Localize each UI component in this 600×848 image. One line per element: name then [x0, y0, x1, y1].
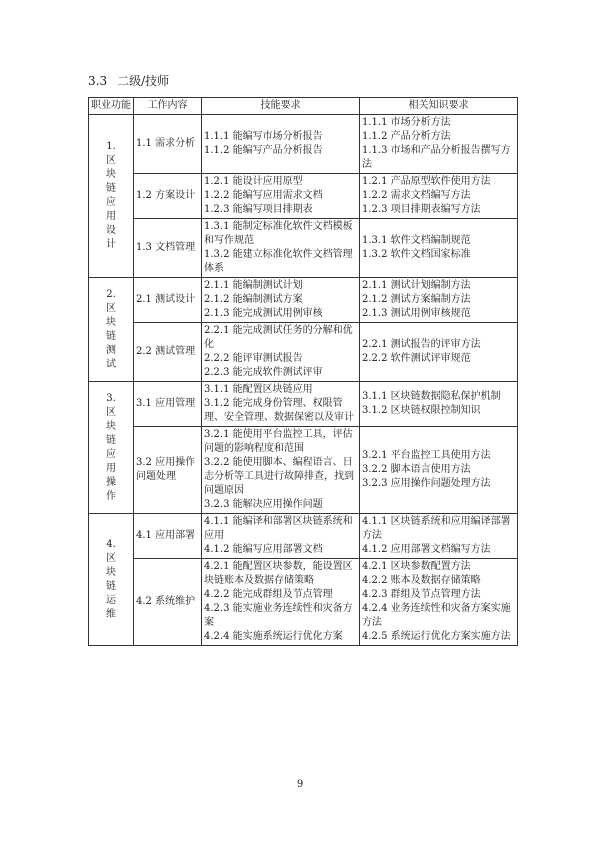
header-function: 职业功能 [89, 98, 134, 115]
function-label: 3.区块链应用操作 [106, 392, 116, 502]
knowledge-item: 2.2.2 软件测试评审规范 [362, 353, 471, 364]
table-row [89, 427, 518, 514]
table-row [89, 514, 518, 559]
knowledge-cell [360, 514, 518, 559]
function-cell [89, 514, 134, 646]
skill-cell [202, 115, 360, 174]
knowledge-item: 4.2.1 区块参数配置方法 [362, 561, 471, 572]
skill-item: 4.1.2 能编写应用部署文档 [204, 544, 323, 555]
table-row [89, 174, 518, 219]
work-content-cell: 4.2 系统维护 [134, 559, 202, 646]
work-content-cell: 4.1 应用部署 [134, 514, 202, 559]
table-row [89, 115, 518, 174]
skill-item: 3.1.2 能完成身份管理、权限管理、安全管理、数据保密以及审计 [204, 398, 354, 423]
skill-item: 4.2.1 能配置区块参数，能设置区块链账本及数据存储策略 [204, 561, 353, 586]
knowledge-item: 1.3.1 软件文档编制规范 [362, 235, 471, 246]
knowledge-item: 2.1.3 测试用例审核规范 [362, 308, 471, 319]
work-content-cell: 2.2 测试管理 [134, 323, 202, 382]
header-skill: 技能要求 [202, 98, 360, 115]
header-work: 工作内容 [134, 98, 202, 115]
table-body [89, 115, 518, 646]
knowledge-item: 3.2.1 平台监控工具使用方法 [362, 450, 491, 461]
skill-cell [202, 219, 360, 278]
knowledge-item: 4.1.2 应用部署文档编写方法 [362, 544, 491, 555]
function-cell [89, 382, 134, 514]
knowledge-item: 2.1.2 测试方案编制方法 [362, 294, 471, 305]
skill-item: 2.2.2 能评审测试报告 [204, 353, 303, 364]
skill-item: 1.3.2 能建立标准化软件文档管理体系 [204, 249, 353, 274]
skill-item: 2.1.1 能编制测试计划 [204, 280, 303, 291]
skill-item: 2.2.3 能完成软件测试评审 [204, 367, 323, 378]
skill-item: 3.2.2 能使用脚本、编程语言、日志分析等工具进行故障排查，找到问题原因 [204, 457, 354, 496]
skill-item: 2.2.1 能完成测试任务的分解和优化 [204, 325, 353, 350]
function-label: 2.区块链测试 [106, 288, 116, 370]
knowledge-item: 1.2.2 需求文档编写方法 [362, 190, 471, 201]
page-number: 9 [296, 779, 304, 790]
knowledge-cell [360, 382, 518, 427]
knowledge-cell [360, 174, 518, 219]
knowledge-item: 1.1.1 市场分析方法 [362, 117, 451, 128]
skill-item: 4.2.4 能实施系统运行优化方案 [204, 631, 343, 642]
skill-cell [202, 559, 360, 646]
skill-cell [202, 278, 360, 323]
function-cell [89, 115, 134, 278]
table-row [89, 219, 518, 278]
skill-cell [202, 174, 360, 219]
table-row [89, 323, 518, 382]
skill-item: 3.2.3 能解决应用操作问题 [204, 499, 323, 510]
knowledge-item: 1.2.1 产品原型软件使用方法 [362, 176, 491, 187]
knowledge-item: 1.3.2 软件文档国家标准 [362, 249, 471, 260]
function-label: 4.区块链运维 [106, 538, 116, 620]
knowledge-item: 3.2.2 脚本语言使用方法 [362, 464, 471, 475]
skill-item: 1.2.1 能设计应用原型 [204, 176, 303, 187]
knowledge-cell [360, 278, 518, 323]
skill-item: 4.2.2 能完成群组及节点管理 [204, 589, 333, 600]
work-content-cell: 3.2 应用操作问题处理 [134, 427, 202, 514]
section-number: 3.3 [88, 74, 108, 88]
skill-cell [202, 382, 360, 427]
knowledge-item: 3.2.3 应用操作问题处理方法 [362, 478, 491, 489]
skill-item: 4.2.3 能实施业务连续性和灾备方案 [204, 603, 353, 628]
knowledge-item: 2.1.1 测试计划编制方法 [362, 280, 471, 291]
section-title: 二级/技师 [117, 74, 170, 88]
skill-cell [202, 514, 360, 559]
work-content-cell: 1.1 需求分析 [134, 115, 202, 174]
knowledge-cell [360, 219, 518, 278]
knowledge-item: 1.1.3 市场和产品分析报告撰写方法 [362, 145, 511, 170]
knowledge-item: 4.1.1 区块链系统和应用编译部署方法 [362, 516, 511, 541]
knowledge-cell [360, 323, 518, 382]
table-header-row [89, 98, 518, 115]
knowledge-item: 3.1.1 区块链数据隐私保护机制 [362, 391, 501, 402]
work-content-cell: 2.1 测试设计 [134, 278, 202, 323]
header-knowledge: 相关知识要求 [360, 98, 518, 115]
knowledge-item: 3.1.2 区块链权限控制知识 [362, 405, 481, 416]
skill-item: 2.1.3 能完成测试用例审核 [204, 308, 323, 319]
knowledge-item: 4.2.5 系统运行优化方案实施方法 [362, 631, 511, 642]
knowledge-item: 4.2.4 业务连续性和灾备方案实施方法 [362, 603, 511, 628]
knowledge-cell [360, 559, 518, 646]
section-heading [88, 74, 169, 88]
function-label: 1.区块链应用设计 [106, 141, 116, 250]
table-row [89, 278, 518, 323]
work-content-cell: 1.3 文档管理 [134, 219, 202, 278]
skill-item: 1.1.1 能编写市场分析报告 [204, 131, 323, 142]
table-row [89, 559, 518, 646]
knowledge-cell [360, 115, 518, 174]
work-content-cell: 1.2 方案设计 [134, 174, 202, 219]
knowledge-item: 1.2.3 项目排期表编写方法 [362, 204, 481, 215]
skill-item: 3.2.1 能使用平台监控工具，评估问题的影响程度和范围 [204, 429, 353, 454]
skill-item: 1.1.2 能编写产品分析报告 [204, 145, 323, 156]
knowledge-item: 4.2.3 群组及节点管理方法 [362, 589, 481, 600]
skill-item: 2.1.2 能编制测试方案 [204, 294, 303, 305]
function-cell [89, 278, 134, 382]
table-row [89, 382, 518, 427]
skill-item: 4.1.1 能编译和部署区块链系统和应用 [204, 516, 353, 541]
work-content-cell: 3.1 应用管理 [134, 382, 202, 427]
skill-item: 1.2.2 能编写应用需求文档 [204, 190, 323, 201]
knowledge-item: 2.2.1 测试报告的评审方法 [362, 339, 481, 350]
skill-item: 1.2.3 能编写项目排期表 [204, 204, 313, 215]
knowledge-cell [360, 427, 518, 514]
skill-cell [202, 427, 360, 514]
skill-item: 1.3.1 能制定标准化软件文档模板和写作规范 [204, 221, 353, 246]
knowledge-item: 1.1.2 产品分析方法 [362, 131, 451, 142]
skill-cell [202, 323, 360, 382]
skill-item: 3.1.1 能配置区块链应用 [204, 384, 313, 395]
knowledge-item: 4.2.2 账本及数据存储策略 [362, 575, 481, 586]
skill-requirements-table [88, 97, 518, 646]
